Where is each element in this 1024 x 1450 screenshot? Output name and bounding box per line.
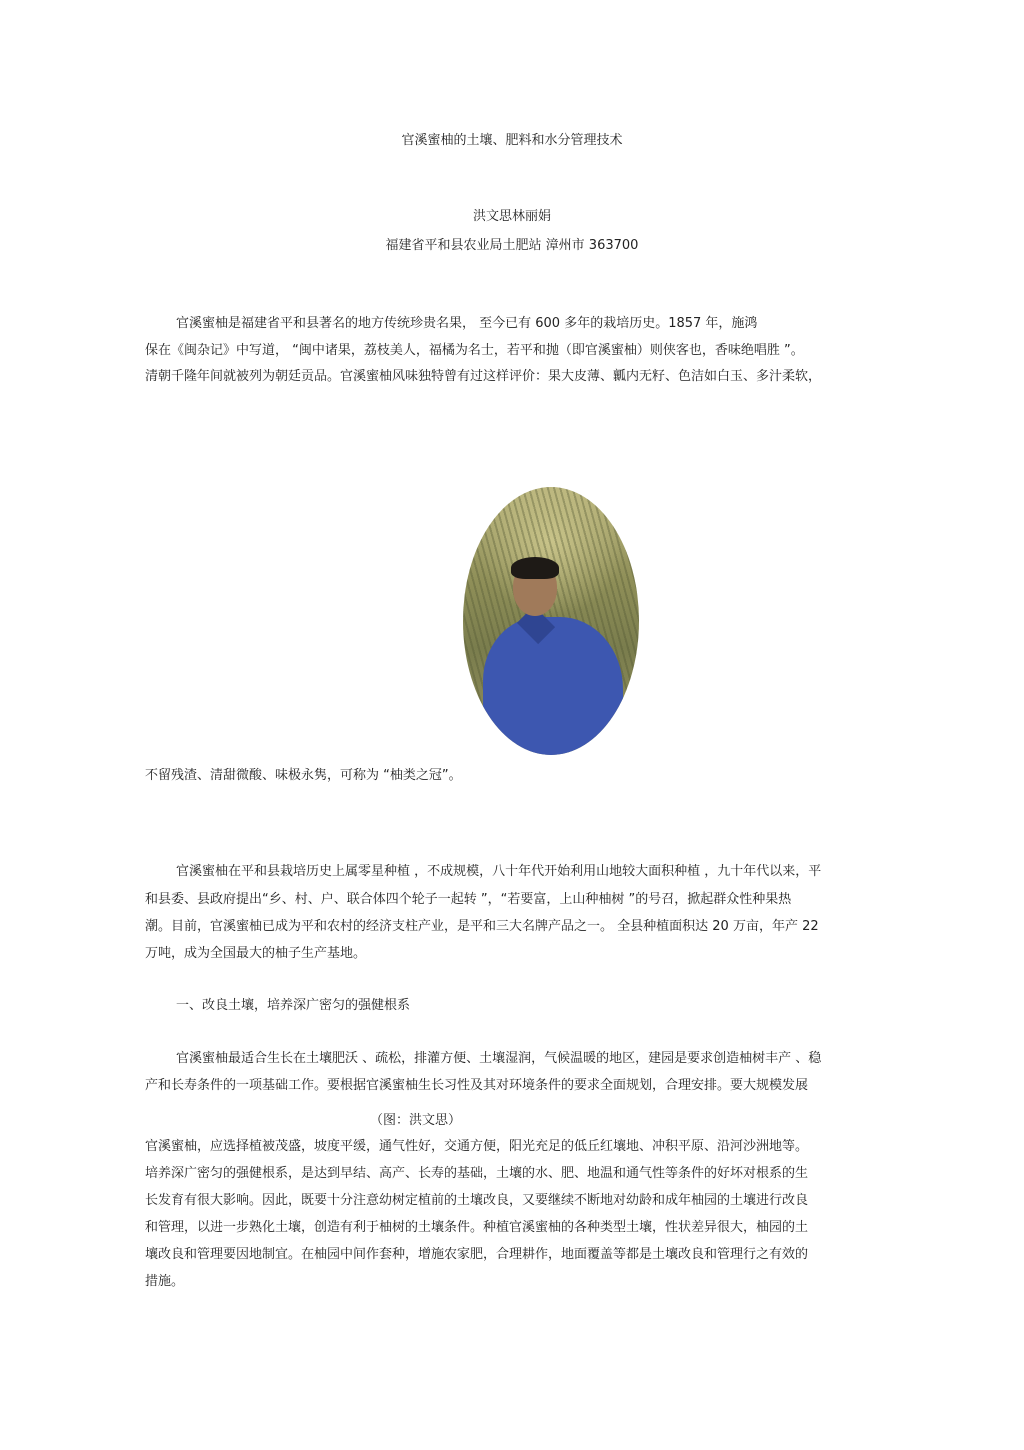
- paragraph-3-line-1: 官溪蜜柚最适合生长在土壤肥沃 、疏松，排灌方便、土壤湿润，气候温暖的地区，建园是要求创造柚树丰产 、稳: [176, 1051, 822, 1066]
- paragraph-1-line-3: 清朝千隆年间就被列为朝廷贡品。官溪蜜柚风味独特曾有过这样评价：果大皮薄、瓤内无籽、色洁如白玉、多汁柔软，: [145, 369, 822, 384]
- paragraph-1-line-2: 保在《闽杂记》中写道， “闽中诸果，荔枝美人，福橘为名士，若平和抛（即官溪蜜柚）则侠客也，香味绝唱胜 ”。: [145, 343, 804, 358]
- paragraph-1-line-1: 官溪蜜柚是福建省平和县著名的地方传统珍贵名果， 至今已有 600 多年的栽培历史。1857 年，施鸿: [176, 316, 758, 331]
- paragraph-4-line-6: 措施。: [145, 1274, 185, 1289]
- author-portrait-photo: [463, 487, 639, 755]
- paragraph-2-line-4: 万吨，成为全国最大的柚子生产基地。: [145, 946, 367, 961]
- paragraph-4-line-5: 壤改良和管理要因地制宜。在柚园中间作套种，增施农家肥，合理耕作，地面覆盖等都是土壤改良和管理行之有效的: [145, 1247, 809, 1262]
- section-heading: 一、改良土壤，培养深广密匀的强健根系: [176, 998, 411, 1013]
- paragraph-4-line-4: 和管理，以进一步熟化土壤，创造有利于柚树的土壤条件。种植官溪蜜柚的各种类型土壤，性状差异很大，柚园的土: [145, 1220, 809, 1235]
- paragraph-2-line-1: 官溪蜜柚在平和县栽培历史上属零星种植 ，不成规模，八十年代开始利用山地较大面积种植 ，九十年代以来，平: [176, 864, 822, 879]
- paragraph-3-line-2: 产和长寿条件的一项基础工作。要根据官溪蜜柚生长习性及其对环境条件的要求全面规划，合理安排。要大规模发展: [145, 1078, 809, 1093]
- paragraph-4-line-2: 培养深广密匀的强健根系，是达到早结、高产、长寿的基础，土壤的水、肥、地温和通气性等条件的好坏对根系的生: [145, 1166, 809, 1181]
- figure-caption: （图：洪文思）: [370, 1113, 462, 1128]
- paragraph-4-line-1: 官溪蜜柚，应选择植被茂盛，坡度平缓，通气性好，交通方便，阳光充足的低丘红壤地、冲积平原、沿河沙洲地等。: [145, 1139, 809, 1154]
- paragraph-2-line-3: 潮。目前，官溪蜜柚已成为平和农村的经济支柱产业，是平和三大名牌产品之一。 全县种植面积达 20 万亩，年产 22: [145, 919, 819, 934]
- paragraph-4-line-3: 长发育有很大影响。因此，既要十分注意幼树定植前的土壤改良，又要继续不断地对幼龄和成年柚园的土壤进行改良: [145, 1193, 809, 1208]
- affiliation: 福建省平和县农业局土肥站 漳州市 363700: [385, 238, 639, 253]
- document-title: 官溪蜜柚的土壤、肥料和水分管理技术: [401, 133, 623, 148]
- paragraph-2-line-2: 和县委、县政府提出“乡、村、户、联合体四个轮子一起转 ”，“若要富，上山种柚树 ”的号召，掀起群众性种果热: [145, 892, 792, 907]
- authors: 洪文思林丽娟: [472, 209, 551, 224]
- paragraph-1-line-4: 不留残渣、清甜微酸、味极永隽，可称为 “柚类之冠”。: [145, 768, 462, 783]
